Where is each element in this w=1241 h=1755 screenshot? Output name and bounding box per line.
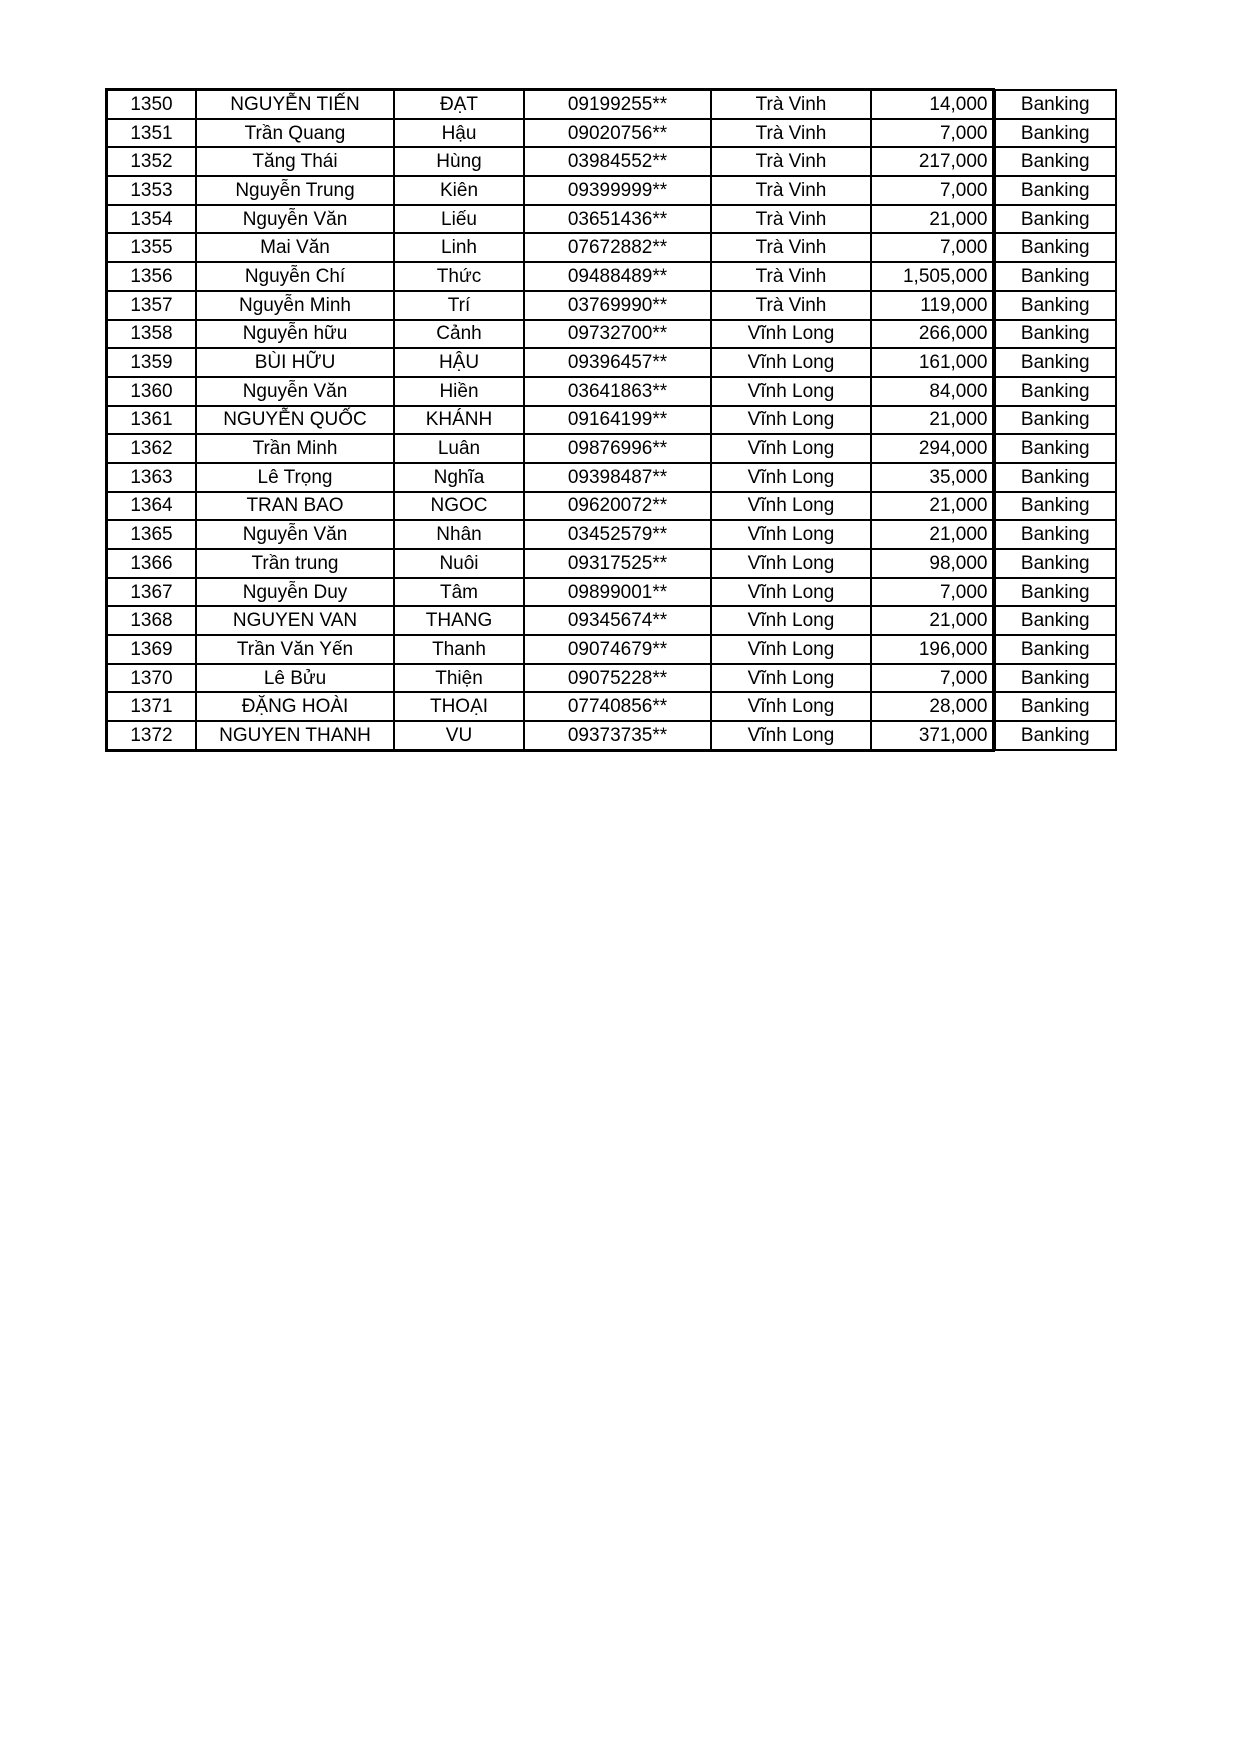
cell-method: Banking (994, 520, 1116, 549)
table-row (107, 492, 1116, 521)
table-row (107, 664, 1116, 693)
cell-method: Banking (994, 578, 1116, 607)
cell-province: Trà Vinh (711, 291, 871, 320)
cell-last-name: Tâm (394, 578, 524, 607)
cell-amount: 7,000 (871, 176, 994, 205)
cell-phone: 09398487** (524, 463, 711, 492)
cell-phone: 07740856** (524, 692, 711, 721)
cell-first-name: ĐẶNG HOÀI (196, 692, 394, 721)
cell-last-name: Nhân (394, 520, 524, 549)
cell-phone: 03641863** (524, 377, 711, 406)
cell-phone: 09075228** (524, 664, 711, 693)
cell-method: Banking (994, 721, 1116, 750)
cell-province: Trà Vinh (711, 262, 871, 291)
cell-method: Banking (994, 434, 1116, 463)
cell-amount: 14,000 (871, 90, 994, 119)
cell-province: Vĩnh Long (711, 635, 871, 664)
cell-province: Vĩnh Long (711, 377, 871, 406)
cell-amount: 7,000 (871, 578, 994, 607)
cell-first-name: Tăng Thái (196, 147, 394, 176)
table-row (107, 320, 1116, 349)
cell-last-name: THANG (394, 606, 524, 635)
cell-amount: 161,000 (871, 348, 994, 377)
cell-phone: 03984552** (524, 147, 711, 176)
cell-last-name: VU (394, 721, 524, 750)
cell-last-name: KHÁNH (394, 406, 524, 435)
cell-phone: 09899001** (524, 578, 711, 607)
cell-index: 1351 (107, 119, 196, 148)
cell-last-name: ĐẠT (394, 90, 524, 119)
cell-method: Banking (994, 119, 1116, 148)
cell-method: Banking (994, 147, 1116, 176)
cell-first-name: Mai Văn (196, 233, 394, 262)
cell-last-name: Cảnh (394, 320, 524, 349)
cell-phone: 09620072** (524, 492, 711, 521)
cell-province: Vĩnh Long (711, 492, 871, 521)
cell-method: Banking (994, 492, 1116, 521)
cell-province: Trà Vinh (711, 119, 871, 148)
cell-first-name: NGUYỄN QUỐC (196, 406, 394, 435)
cell-first-name: TRAN BAO (196, 492, 394, 521)
cell-index: 1372 (107, 721, 196, 750)
cell-index: 1359 (107, 348, 196, 377)
cell-province: Trà Vinh (711, 147, 871, 176)
cell-phone: 07672882** (524, 233, 711, 262)
cell-first-name: Trần Văn Yến (196, 635, 394, 664)
cell-amount: 21,000 (871, 205, 994, 234)
cell-province: Vĩnh Long (711, 406, 871, 435)
cell-last-name: HẬU (394, 348, 524, 377)
cell-index: 1367 (107, 578, 196, 607)
cell-last-name: THOẠI (394, 692, 524, 721)
cell-phone: 09399999** (524, 176, 711, 205)
cell-first-name: Lê Trọng (196, 463, 394, 492)
cell-province: Trà Vinh (711, 233, 871, 262)
cell-phone: 09345674** (524, 606, 711, 635)
table-row (107, 520, 1116, 549)
cell-first-name: Nguyễn hữu (196, 320, 394, 349)
cell-index: 1354 (107, 205, 196, 234)
cell-first-name: NGUYEN VAN (196, 606, 394, 635)
cell-amount: 21,000 (871, 606, 994, 635)
table-row (107, 692, 1116, 721)
cell-method: Banking (994, 406, 1116, 435)
cell-first-name: NGUYEN THANH (196, 721, 394, 750)
table-row (107, 119, 1116, 148)
cell-amount: 35,000 (871, 463, 994, 492)
cell-last-name: Thanh (394, 635, 524, 664)
cell-last-name: Luân (394, 434, 524, 463)
cell-phone: 09074679** (524, 635, 711, 664)
cell-last-name: NGOC (394, 492, 524, 521)
cell-last-name: Hiền (394, 377, 524, 406)
cell-province: Vĩnh Long (711, 434, 871, 463)
cell-last-name: Hậu (394, 119, 524, 148)
cell-method: Banking (994, 90, 1116, 119)
cell-province: Vĩnh Long (711, 549, 871, 578)
cell-first-name: Nguyễn Văn (196, 377, 394, 406)
cell-amount: 98,000 (871, 549, 994, 578)
cell-amount: 294,000 (871, 434, 994, 463)
cell-method: Banking (994, 635, 1116, 664)
cell-method: Banking (994, 664, 1116, 693)
table-row (107, 463, 1116, 492)
cell-province: Trà Vinh (711, 176, 871, 205)
table-row (107, 262, 1116, 291)
cell-phone: 09164199** (524, 406, 711, 435)
table-row (107, 721, 1116, 750)
cell-index: 1356 (107, 262, 196, 291)
cell-method: Banking (994, 692, 1116, 721)
cell-index: 1358 (107, 320, 196, 349)
cell-province: Vĩnh Long (711, 463, 871, 492)
cell-index: 1364 (107, 492, 196, 521)
cell-last-name: Trí (394, 291, 524, 320)
cell-method: Banking (994, 205, 1116, 234)
cell-amount: 84,000 (871, 377, 994, 406)
cell-method: Banking (994, 606, 1116, 635)
table-row (107, 377, 1116, 406)
cell-index: 1362 (107, 434, 196, 463)
cell-amount: 1,505,000 (871, 262, 994, 291)
cell-amount: 7,000 (871, 233, 994, 262)
table-row (107, 348, 1116, 377)
cell-amount: 119,000 (871, 291, 994, 320)
donor-table-region (106, 89, 1117, 751)
cell-first-name: NGUYỄN TIẾN (196, 90, 394, 119)
cell-first-name: Nguyễn Duy (196, 578, 394, 607)
cell-index: 1368 (107, 606, 196, 635)
table-row (107, 549, 1116, 578)
cell-method: Banking (994, 377, 1116, 406)
cell-index: 1366 (107, 549, 196, 578)
cell-province: Vĩnh Long (711, 606, 871, 635)
cell-phone: 03452579** (524, 520, 711, 549)
cell-index: 1369 (107, 635, 196, 664)
cell-province: Vĩnh Long (711, 348, 871, 377)
cell-index: 1355 (107, 233, 196, 262)
table-row (107, 176, 1116, 205)
table-row (107, 233, 1116, 262)
cell-province: Vĩnh Long (711, 721, 871, 750)
cell-amount: 21,000 (871, 520, 994, 549)
cell-index: 1363 (107, 463, 196, 492)
cell-last-name: Thiện (394, 664, 524, 693)
table-row (107, 90, 1116, 119)
cell-phone: 09020756** (524, 119, 711, 148)
cell-method: Banking (994, 233, 1116, 262)
cell-first-name: Nguyễn Trung (196, 176, 394, 205)
cell-amount: 21,000 (871, 492, 994, 521)
cell-first-name: Trần Quang (196, 119, 394, 148)
table-row (107, 205, 1116, 234)
table-row (107, 606, 1116, 635)
cell-method: Banking (994, 176, 1116, 205)
table-row (107, 578, 1116, 607)
cell-method: Banking (994, 320, 1116, 349)
cell-last-name: Hùng (394, 147, 524, 176)
cell-phone: 09373735** (524, 721, 711, 750)
cell-last-name: Linh (394, 233, 524, 262)
cell-last-name: Kiên (394, 176, 524, 205)
cell-amount: 21,000 (871, 406, 994, 435)
donor-table-body (107, 90, 1116, 750)
cell-province: Trà Vinh (711, 205, 871, 234)
cell-phone: 09317525** (524, 549, 711, 578)
cell-amount: 7,000 (871, 119, 994, 148)
cell-province: Vĩnh Long (711, 692, 871, 721)
cell-province: Vĩnh Long (711, 578, 871, 607)
cell-index: 1371 (107, 692, 196, 721)
cell-method: Banking (994, 549, 1116, 578)
cell-amount: 371,000 (871, 721, 994, 750)
cell-phone: 09488489** (524, 262, 711, 291)
cell-method: Banking (994, 291, 1116, 320)
cell-phone: 09396457** (524, 348, 711, 377)
cell-first-name: Lê Bửu (196, 664, 394, 693)
cell-index: 1353 (107, 176, 196, 205)
cell-first-name: Trần trung (196, 549, 394, 578)
cell-method: Banking (994, 348, 1116, 377)
cell-index: 1365 (107, 520, 196, 549)
cell-phone: 09199255** (524, 90, 711, 119)
cell-first-name: Trần Minh (196, 434, 394, 463)
cell-index: 1357 (107, 291, 196, 320)
table-row (107, 147, 1116, 176)
cell-province: Trà Vinh (711, 90, 871, 119)
cell-index: 1361 (107, 406, 196, 435)
cell-index: 1370 (107, 664, 196, 693)
cell-method: Banking (994, 262, 1116, 291)
table-row (107, 434, 1116, 463)
cell-first-name: Nguyễn Minh (196, 291, 394, 320)
cell-amount: 7,000 (871, 664, 994, 693)
cell-province: Vĩnh Long (711, 664, 871, 693)
cell-first-name: Nguyễn Văn (196, 520, 394, 549)
cell-last-name: Liếu (394, 205, 524, 234)
cell-last-name: Thức (394, 262, 524, 291)
cell-province: Vĩnh Long (711, 520, 871, 549)
cell-amount: 217,000 (871, 147, 994, 176)
cell-phone: 09876996** (524, 434, 711, 463)
cell-last-name: Nghĩa (394, 463, 524, 492)
cell-amount: 28,000 (871, 692, 994, 721)
cell-first-name: Nguyễn Văn (196, 205, 394, 234)
table-row (107, 291, 1116, 320)
donor-table (106, 89, 1117, 751)
cell-first-name: Nguyễn Chí (196, 262, 394, 291)
cell-phone: 03769990** (524, 291, 711, 320)
cell-index: 1360 (107, 377, 196, 406)
cell-province: Vĩnh Long (711, 320, 871, 349)
cell-phone: 03651436** (524, 205, 711, 234)
table-row (107, 635, 1116, 664)
cell-last-name: Nuôi (394, 549, 524, 578)
cell-method: Banking (994, 463, 1116, 492)
cell-index: 1352 (107, 147, 196, 176)
cell-phone: 09732700** (524, 320, 711, 349)
cell-index: 1350 (107, 90, 196, 119)
cell-amount: 266,000 (871, 320, 994, 349)
cell-amount: 196,000 (871, 635, 994, 664)
table-row (107, 406, 1116, 435)
cell-first-name: BÙI HỮU (196, 348, 394, 377)
